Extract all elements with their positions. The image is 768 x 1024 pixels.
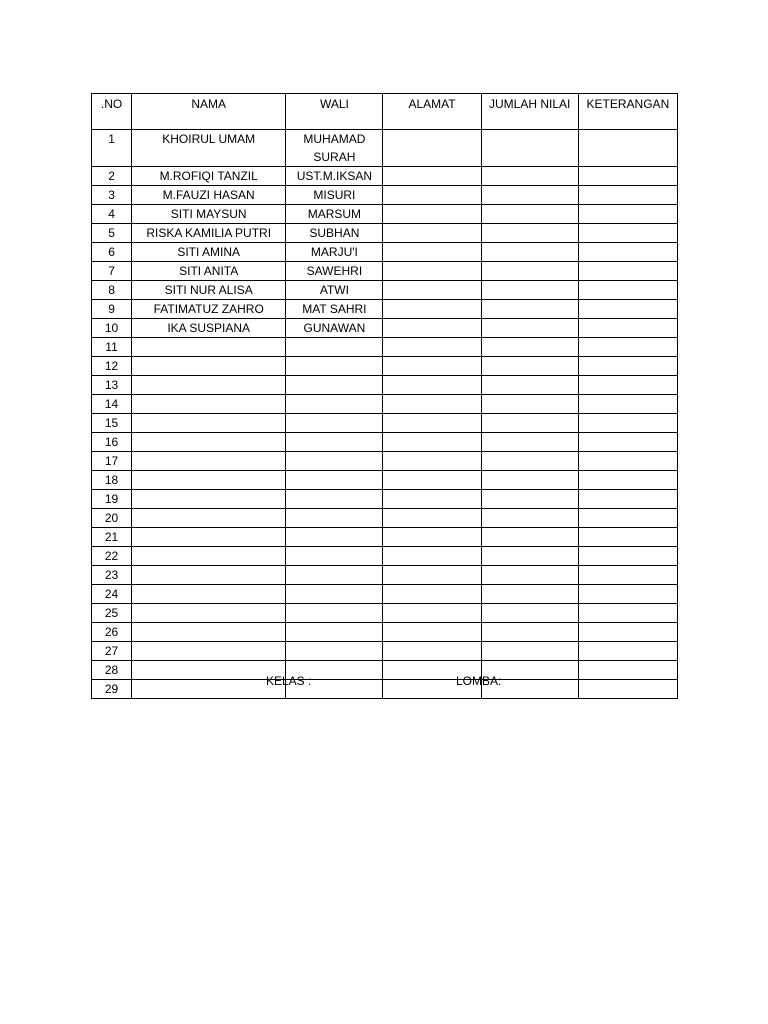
table-row — [92, 680, 678, 699]
cell-keterangan — [578, 623, 677, 642]
cell-keterangan — [578, 186, 677, 205]
cell-no: 4 — [92, 205, 132, 224]
cell-alamat — [383, 623, 481, 642]
cell-jumlah-nilai — [481, 130, 578, 167]
cell-no: 16 — [92, 433, 132, 452]
cell-nama — [132, 566, 286, 585]
cell-alamat — [383, 547, 481, 566]
cell-keterangan — [578, 642, 677, 661]
cell-alamat — [383, 528, 481, 547]
cell-nama: SITI MAYSUN — [132, 205, 286, 224]
cell-keterangan — [578, 433, 677, 452]
cell-keterangan — [578, 262, 677, 281]
cell-nama — [132, 452, 286, 471]
cell-alamat — [383, 205, 481, 224]
cell-jumlah-nilai — [481, 623, 578, 642]
cell-wali — [286, 357, 383, 376]
table-row — [92, 528, 678, 547]
table-row — [92, 262, 678, 281]
cell-keterangan — [578, 281, 677, 300]
cell-keterangan — [578, 452, 677, 471]
cell-no: 5 — [92, 224, 132, 243]
cell-wali: SUBHAN — [286, 224, 383, 243]
cell-alamat — [383, 300, 481, 319]
header-nama: NAMA — [132, 94, 286, 130]
cell-nama — [132, 642, 286, 661]
cell-no: 15 — [92, 414, 132, 433]
cell-nama: FATIMATUZ ZAHRO — [132, 300, 286, 319]
table-row — [92, 566, 678, 585]
cell-no: 14 — [92, 395, 132, 414]
cell-wali — [286, 585, 383, 604]
cell-nama: IKA SUSPIANA — [132, 319, 286, 338]
cell-jumlah-nilai — [481, 604, 578, 623]
header-keterangan: KETERANGAN — [578, 94, 677, 130]
cell-keterangan — [578, 471, 677, 490]
cell-nama — [132, 528, 286, 547]
table-row — [92, 642, 678, 661]
cell-nama — [132, 376, 286, 395]
cell-no: 27 — [92, 642, 132, 661]
cell-keterangan — [578, 414, 677, 433]
table-row — [92, 623, 678, 642]
cell-jumlah-nilai — [481, 395, 578, 414]
header-jumlah-nilai: JUMLAH NILAI — [481, 94, 578, 130]
table-row — [92, 433, 678, 452]
cell-jumlah-nilai — [481, 167, 578, 186]
cell-no: 26 — [92, 623, 132, 642]
cell-wali — [286, 604, 383, 623]
cell-alamat — [383, 490, 481, 509]
cell-no: 24 — [92, 585, 132, 604]
cell-wali: SAWEHRI — [286, 262, 383, 281]
cell-keterangan — [578, 490, 677, 509]
cell-nama — [132, 604, 286, 623]
table-row — [92, 604, 678, 623]
cell-alamat — [383, 509, 481, 528]
cell-jumlah-nilai — [481, 376, 578, 395]
cell-nama — [132, 338, 286, 357]
cell-nama: M.FAUZI HASAN — [132, 186, 286, 205]
header-alamat: ALAMAT — [383, 94, 481, 130]
cell-nama — [132, 509, 286, 528]
cell-keterangan — [578, 167, 677, 186]
cell-keterangan — [578, 547, 677, 566]
cell-jumlah-nilai — [481, 433, 578, 452]
table-row — [92, 300, 678, 319]
cell-no: 23 — [92, 566, 132, 585]
cell-no: 18 — [92, 471, 132, 490]
table-row — [92, 490, 678, 509]
cell-wali: MAT SAHRI — [286, 300, 383, 319]
cell-keterangan — [578, 528, 677, 547]
cell-jumlah-nilai — [481, 585, 578, 604]
cell-alamat — [383, 357, 481, 376]
cell-alamat — [383, 414, 481, 433]
table-row — [92, 167, 678, 186]
cell-alamat — [383, 585, 481, 604]
cell-no: 12 — [92, 357, 132, 376]
cell-alamat — [383, 319, 481, 338]
cell-nama: KHOIRUL UMAM — [132, 130, 286, 167]
cell-jumlah-nilai — [481, 319, 578, 338]
cell-no: 10 — [92, 319, 132, 338]
cell-jumlah-nilai — [481, 224, 578, 243]
table-row — [92, 414, 678, 433]
cell-wali — [286, 338, 383, 357]
cell-no: 29 — [92, 680, 132, 699]
cell-jumlah-nilai — [481, 186, 578, 205]
cell-nama — [132, 490, 286, 509]
cell-no: 25 — [92, 604, 132, 623]
cell-nama — [132, 433, 286, 452]
cell-keterangan — [578, 604, 677, 623]
participant-table — [91, 93, 678, 699]
cell-wali: MUHAMAD SURAH — [286, 130, 383, 167]
cell-wali — [286, 509, 383, 528]
table-row — [92, 585, 678, 604]
cell-keterangan — [578, 243, 677, 262]
cell-alamat — [383, 224, 481, 243]
cell-wali — [286, 471, 383, 490]
cell-wali: MISURI — [286, 186, 383, 205]
cell-wali — [286, 395, 383, 414]
cell-keterangan — [578, 130, 677, 167]
cell-wali — [286, 490, 383, 509]
table-row — [92, 471, 678, 490]
header-no: .NO — [92, 94, 132, 130]
header-wali: WALI — [286, 94, 383, 130]
cell-nama — [132, 471, 286, 490]
cell-no: 7 — [92, 262, 132, 281]
table-row — [92, 509, 678, 528]
cell-alamat — [383, 376, 481, 395]
cell-no: 19 — [92, 490, 132, 509]
cell-jumlah-nilai — [481, 262, 578, 281]
cell-no: 2 — [92, 167, 132, 186]
cell-alamat — [383, 281, 481, 300]
table-body — [92, 130, 678, 699]
table-row — [92, 395, 678, 414]
cell-jumlah-nilai — [481, 471, 578, 490]
cell-jumlah-nilai — [481, 452, 578, 471]
cell-jumlah-nilai — [481, 490, 578, 509]
cell-nama — [132, 585, 286, 604]
cell-keterangan — [578, 680, 677, 699]
table-row — [92, 661, 678, 680]
table-row — [92, 547, 678, 566]
cell-keterangan — [578, 224, 677, 243]
cell-no: 22 — [92, 547, 132, 566]
cell-nama — [132, 623, 286, 642]
cell-no: 28 — [92, 661, 132, 680]
cell-nama: SITI NUR ALISA — [132, 281, 286, 300]
cell-alamat — [383, 566, 481, 585]
cell-wali — [286, 376, 383, 395]
cell-keterangan — [578, 338, 677, 357]
table-row — [92, 319, 678, 338]
cell-alamat — [383, 130, 481, 167]
cell-jumlah-nilai — [481, 281, 578, 300]
cell-jumlah-nilai — [481, 338, 578, 357]
cell-nama: RISKA KAMILIA PUTRI — [132, 224, 286, 243]
kelas-label: KELAS : — [266, 674, 312, 688]
cell-keterangan — [578, 509, 677, 528]
cell-jumlah-nilai — [481, 547, 578, 566]
cell-keterangan — [578, 319, 677, 338]
cell-no: 21 — [92, 528, 132, 547]
cell-jumlah-nilai — [481, 414, 578, 433]
cell-wali — [286, 547, 383, 566]
table-row — [92, 281, 678, 300]
table-row — [92, 452, 678, 471]
table-row — [92, 224, 678, 243]
cell-alamat — [383, 243, 481, 262]
cell-keterangan — [578, 395, 677, 414]
cell-nama: SITI ANITA — [132, 262, 286, 281]
cell-wali: MARSUM — [286, 205, 383, 224]
cell-wali — [286, 642, 383, 661]
cell-wali — [286, 452, 383, 471]
table-row — [92, 243, 678, 262]
cell-nama: SITI AMINA — [132, 243, 286, 262]
cell-jumlah-nilai — [481, 566, 578, 585]
table-row — [92, 376, 678, 395]
cell-jumlah-nilai — [481, 357, 578, 376]
cell-alamat — [383, 642, 481, 661]
cell-jumlah-nilai — [481, 243, 578, 262]
cell-keterangan — [578, 376, 677, 395]
cell-no: 8 — [92, 281, 132, 300]
cell-keterangan — [578, 661, 677, 680]
cell-wali — [286, 623, 383, 642]
cell-alamat — [383, 262, 481, 281]
header-row — [92, 94, 678, 130]
cell-no: 9 — [92, 300, 132, 319]
cell-nama: M.ROFIQI TANZIL — [132, 167, 286, 186]
cell-jumlah-nilai — [481, 528, 578, 547]
cell-no: 13 — [92, 376, 132, 395]
cell-alamat — [383, 338, 481, 357]
cell-alamat — [383, 471, 481, 490]
cell-no: 11 — [92, 338, 132, 357]
cell-keterangan — [578, 300, 677, 319]
cell-wali — [286, 414, 383, 433]
cell-nama — [132, 661, 286, 680]
cell-jumlah-nilai — [481, 300, 578, 319]
cell-alamat — [383, 186, 481, 205]
cell-alamat — [383, 167, 481, 186]
cell-nama — [132, 680, 286, 699]
cell-no: 3 — [92, 186, 132, 205]
cell-alamat — [383, 604, 481, 623]
lomba-label: LOMBA: — [456, 674, 502, 688]
table-row — [92, 357, 678, 376]
cell-keterangan — [578, 585, 677, 604]
cell-nama — [132, 357, 286, 376]
cell-wali: GUNAWAN — [286, 319, 383, 338]
cell-keterangan — [578, 566, 677, 585]
cell-wali — [286, 566, 383, 585]
cell-nama — [132, 395, 286, 414]
table-row — [92, 186, 678, 205]
cell-no: 6 — [92, 243, 132, 262]
cell-nama — [132, 414, 286, 433]
cell-wali: ATWI — [286, 281, 383, 300]
table-header — [92, 94, 678, 130]
cell-alamat — [383, 433, 481, 452]
cell-keterangan — [578, 357, 677, 376]
table-row — [92, 130, 678, 167]
cell-wali — [286, 528, 383, 547]
cell-wali: UST.M.IKSAN — [286, 167, 383, 186]
cell-alamat — [383, 452, 481, 471]
cell-no: 20 — [92, 509, 132, 528]
cell-wali — [286, 433, 383, 452]
cell-wali: MARJU'I — [286, 243, 383, 262]
cell-jumlah-nilai — [481, 509, 578, 528]
cell-nama — [132, 547, 286, 566]
cell-no: 1 — [92, 130, 132, 167]
cell-no: 17 — [92, 452, 132, 471]
table-row — [92, 205, 678, 224]
cell-jumlah-nilai — [481, 205, 578, 224]
cell-alamat — [383, 395, 481, 414]
table-row — [92, 338, 678, 357]
cell-jumlah-nilai — [481, 642, 578, 661]
cell-keterangan — [578, 205, 677, 224]
